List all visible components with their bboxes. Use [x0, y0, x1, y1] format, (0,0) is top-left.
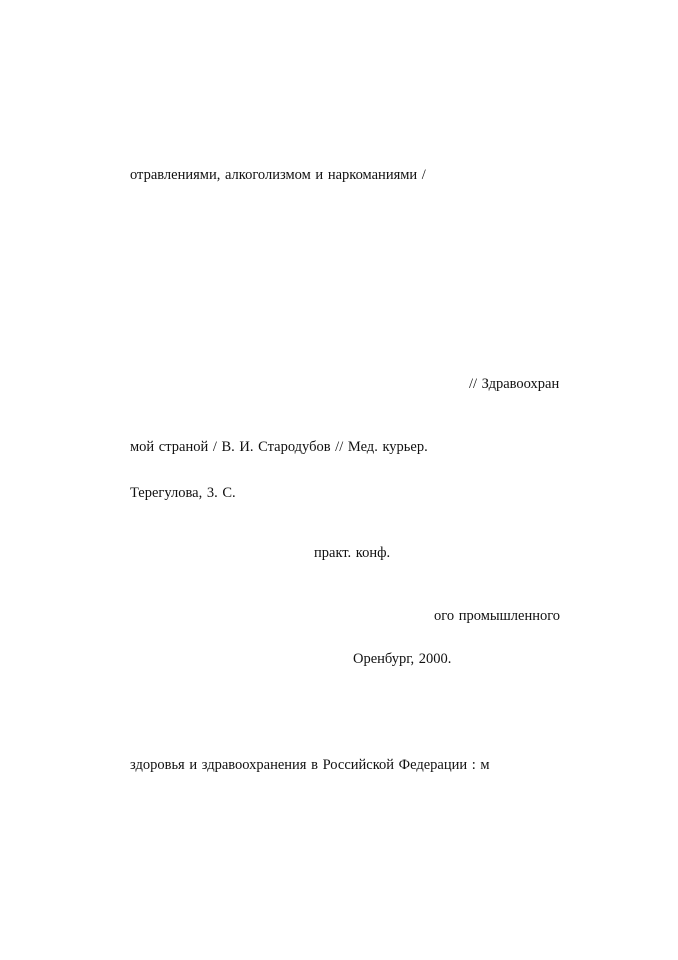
- text-line-conference: практ. конф.: [314, 545, 391, 561]
- text-line-health-russia: здоровья и здравоохранения в Российской Федерации : м: [130, 757, 490, 773]
- text-line-healthcare-fragment: // Здравоохран: [469, 376, 560, 392]
- text-line-industrial: ого промышленного: [434, 608, 561, 624]
- text-line-poisonings: отравлениями, алкоголизмом и наркоманиями /: [130, 167, 426, 183]
- text-line-teregulova: Терегулова, 3. С.: [130, 485, 236, 501]
- text-line-starodubov: мой страной / В. И. Стародубов // Мед. курьер.: [130, 439, 428, 455]
- text-line-orenburg: Оренбург, 2000.: [353, 651, 452, 667]
